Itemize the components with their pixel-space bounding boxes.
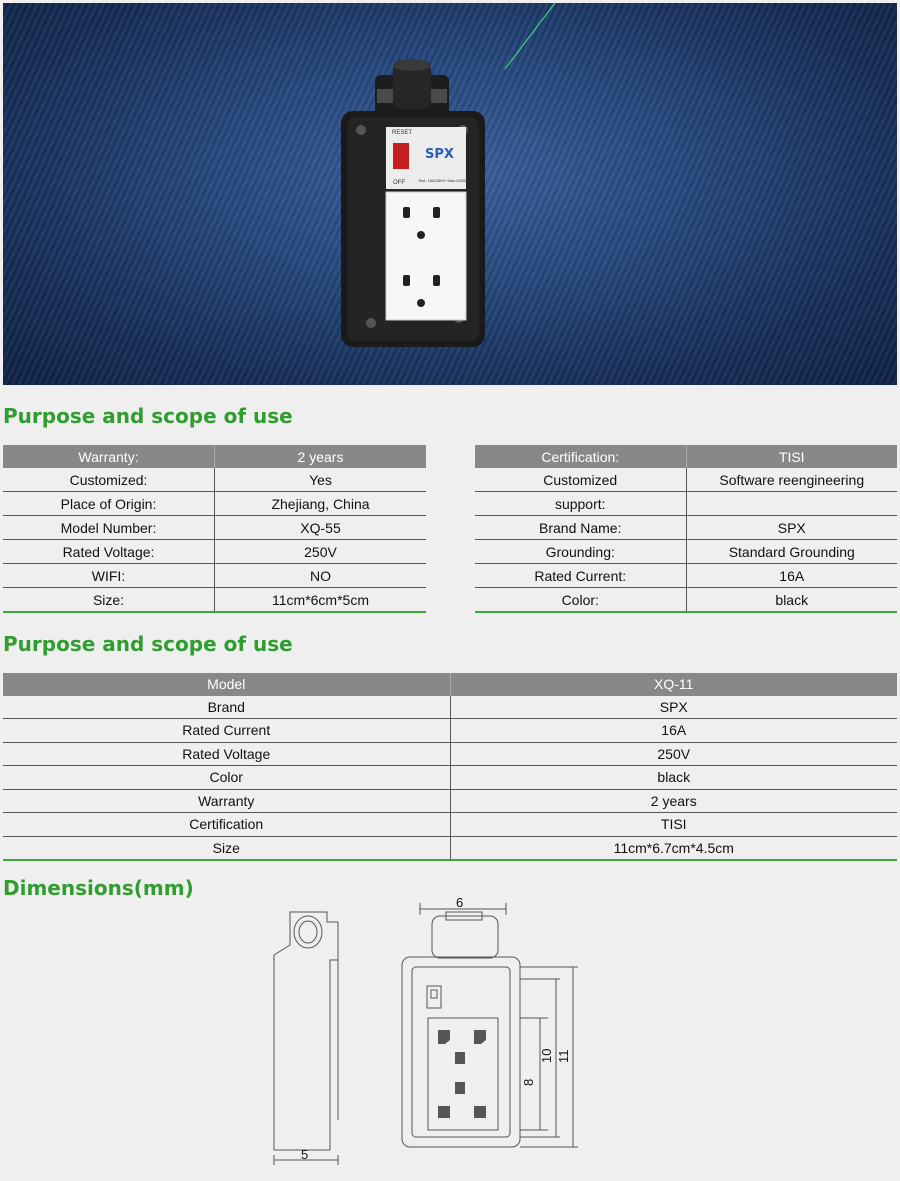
table-cell-label: Color: xyxy=(475,588,686,613)
table-cell-value: SPX xyxy=(686,516,897,540)
table-cell-label: Model xyxy=(3,673,450,696)
spec-table-model xyxy=(3,673,897,861)
table-row xyxy=(3,742,897,766)
table-row xyxy=(3,719,897,743)
table-cell-value: 2 years xyxy=(215,445,427,468)
table-cell-value: TISI xyxy=(686,445,897,468)
dim-depth-label: 5 xyxy=(301,1147,309,1162)
table-cell-label: Certification xyxy=(3,813,450,837)
off-label: OFF xyxy=(393,180,405,186)
dim-socket-height-label: 8 xyxy=(521,1078,536,1086)
table-cell-label: Customized: xyxy=(3,468,215,492)
table-cell-value xyxy=(686,492,897,516)
table-row xyxy=(3,516,426,540)
table-row xyxy=(3,564,426,588)
spec-table-right xyxy=(475,445,897,613)
table-cell-value: black xyxy=(686,588,897,613)
table-cell-value: SPX xyxy=(450,696,897,719)
dim-width-label: 6 xyxy=(456,895,464,910)
table-row xyxy=(3,540,426,564)
table-cell-label: Rated Voltage: xyxy=(3,540,215,564)
table-cell-value: 11cm*6cm*5cm xyxy=(215,588,427,613)
table-row xyxy=(3,445,426,468)
table-cell-label: Size: xyxy=(3,588,215,613)
table-cell-label: Rated Current xyxy=(3,719,450,743)
spec-table-left xyxy=(3,445,426,613)
table-row xyxy=(475,492,897,516)
table-cell-label: Brand Name: xyxy=(475,516,686,540)
table-cell-label: Warranty xyxy=(3,789,450,813)
table-cell-label: Model Number: xyxy=(3,516,215,540)
dim-outer-height-label: 11 xyxy=(556,1049,571,1063)
table-cell-label: Certification: xyxy=(475,445,686,468)
dim-inner-height-label: 10 xyxy=(539,1048,554,1063)
table-cell-value: Zhejiang, China xyxy=(215,492,427,516)
table-cell-value: NO xyxy=(215,564,427,588)
table-cell-label: support: xyxy=(475,492,686,516)
dimensions-drawing xyxy=(0,895,900,1176)
table-row xyxy=(475,540,897,564)
table-cell-value: TISI xyxy=(450,813,897,837)
table-cell-value: Standard Grounding xyxy=(686,540,897,564)
table-row xyxy=(475,516,897,540)
section-title-dimensions: Dimensions(mm) xyxy=(3,876,194,900)
table-cell-value: 16A xyxy=(686,564,897,588)
table-row xyxy=(3,588,426,613)
table-cell-value: 250V xyxy=(450,742,897,766)
table-row xyxy=(475,588,897,613)
table-row xyxy=(475,445,897,468)
table-cell-value: black xyxy=(450,766,897,790)
table-cell-label: Grounding: xyxy=(475,540,686,564)
table-row xyxy=(3,813,897,837)
table-cell-label: Rated Current: xyxy=(475,564,686,588)
brand-logo: SPX xyxy=(425,147,454,162)
reset-label: RESET xyxy=(392,130,413,136)
table-row xyxy=(3,696,897,719)
product-photo xyxy=(3,3,897,385)
table-cell-value: Yes xyxy=(215,468,427,492)
table-row xyxy=(3,766,897,790)
table-row xyxy=(3,492,426,516)
table-row xyxy=(3,673,897,696)
table-cell-label: Rated Voltage xyxy=(3,742,450,766)
table-cell-label: Size xyxy=(3,836,450,860)
table-row xyxy=(3,468,426,492)
table-cell-value: XQ-55 xyxy=(215,516,427,540)
dimensions-svg xyxy=(0,895,900,1176)
table-cell-value: 250V xyxy=(215,540,427,564)
table-cell-value: Software reengineering xyxy=(686,468,897,492)
table-cell-value: 16A xyxy=(450,719,897,743)
table-cell-label: Color xyxy=(3,766,450,790)
section-title-purpose-1: Purpose and scope of use xyxy=(3,404,293,428)
table-row xyxy=(475,468,897,492)
table-cell-value: XQ-11 xyxy=(450,673,897,696)
table-row xyxy=(3,789,897,813)
table-cell-label: Warranty: xyxy=(3,445,215,468)
table-cell-label: Brand xyxy=(3,696,450,719)
table-cell-label: WIFI: xyxy=(3,564,215,588)
product-hero-image xyxy=(3,3,897,385)
section-title-purpose-2: Purpose and scope of use xyxy=(3,632,293,656)
table-cell-label: Place of Origin: xyxy=(3,492,215,516)
rating-text: Test: 16A/250V~Max:2500W xyxy=(418,178,469,183)
table-cell-label: Customized xyxy=(475,468,686,492)
table-cell-value: 2 years xyxy=(450,789,897,813)
table-row xyxy=(475,564,897,588)
table-cell-value: 11cm*6.7cm*4.5cm xyxy=(450,836,897,860)
table-row xyxy=(3,836,897,860)
